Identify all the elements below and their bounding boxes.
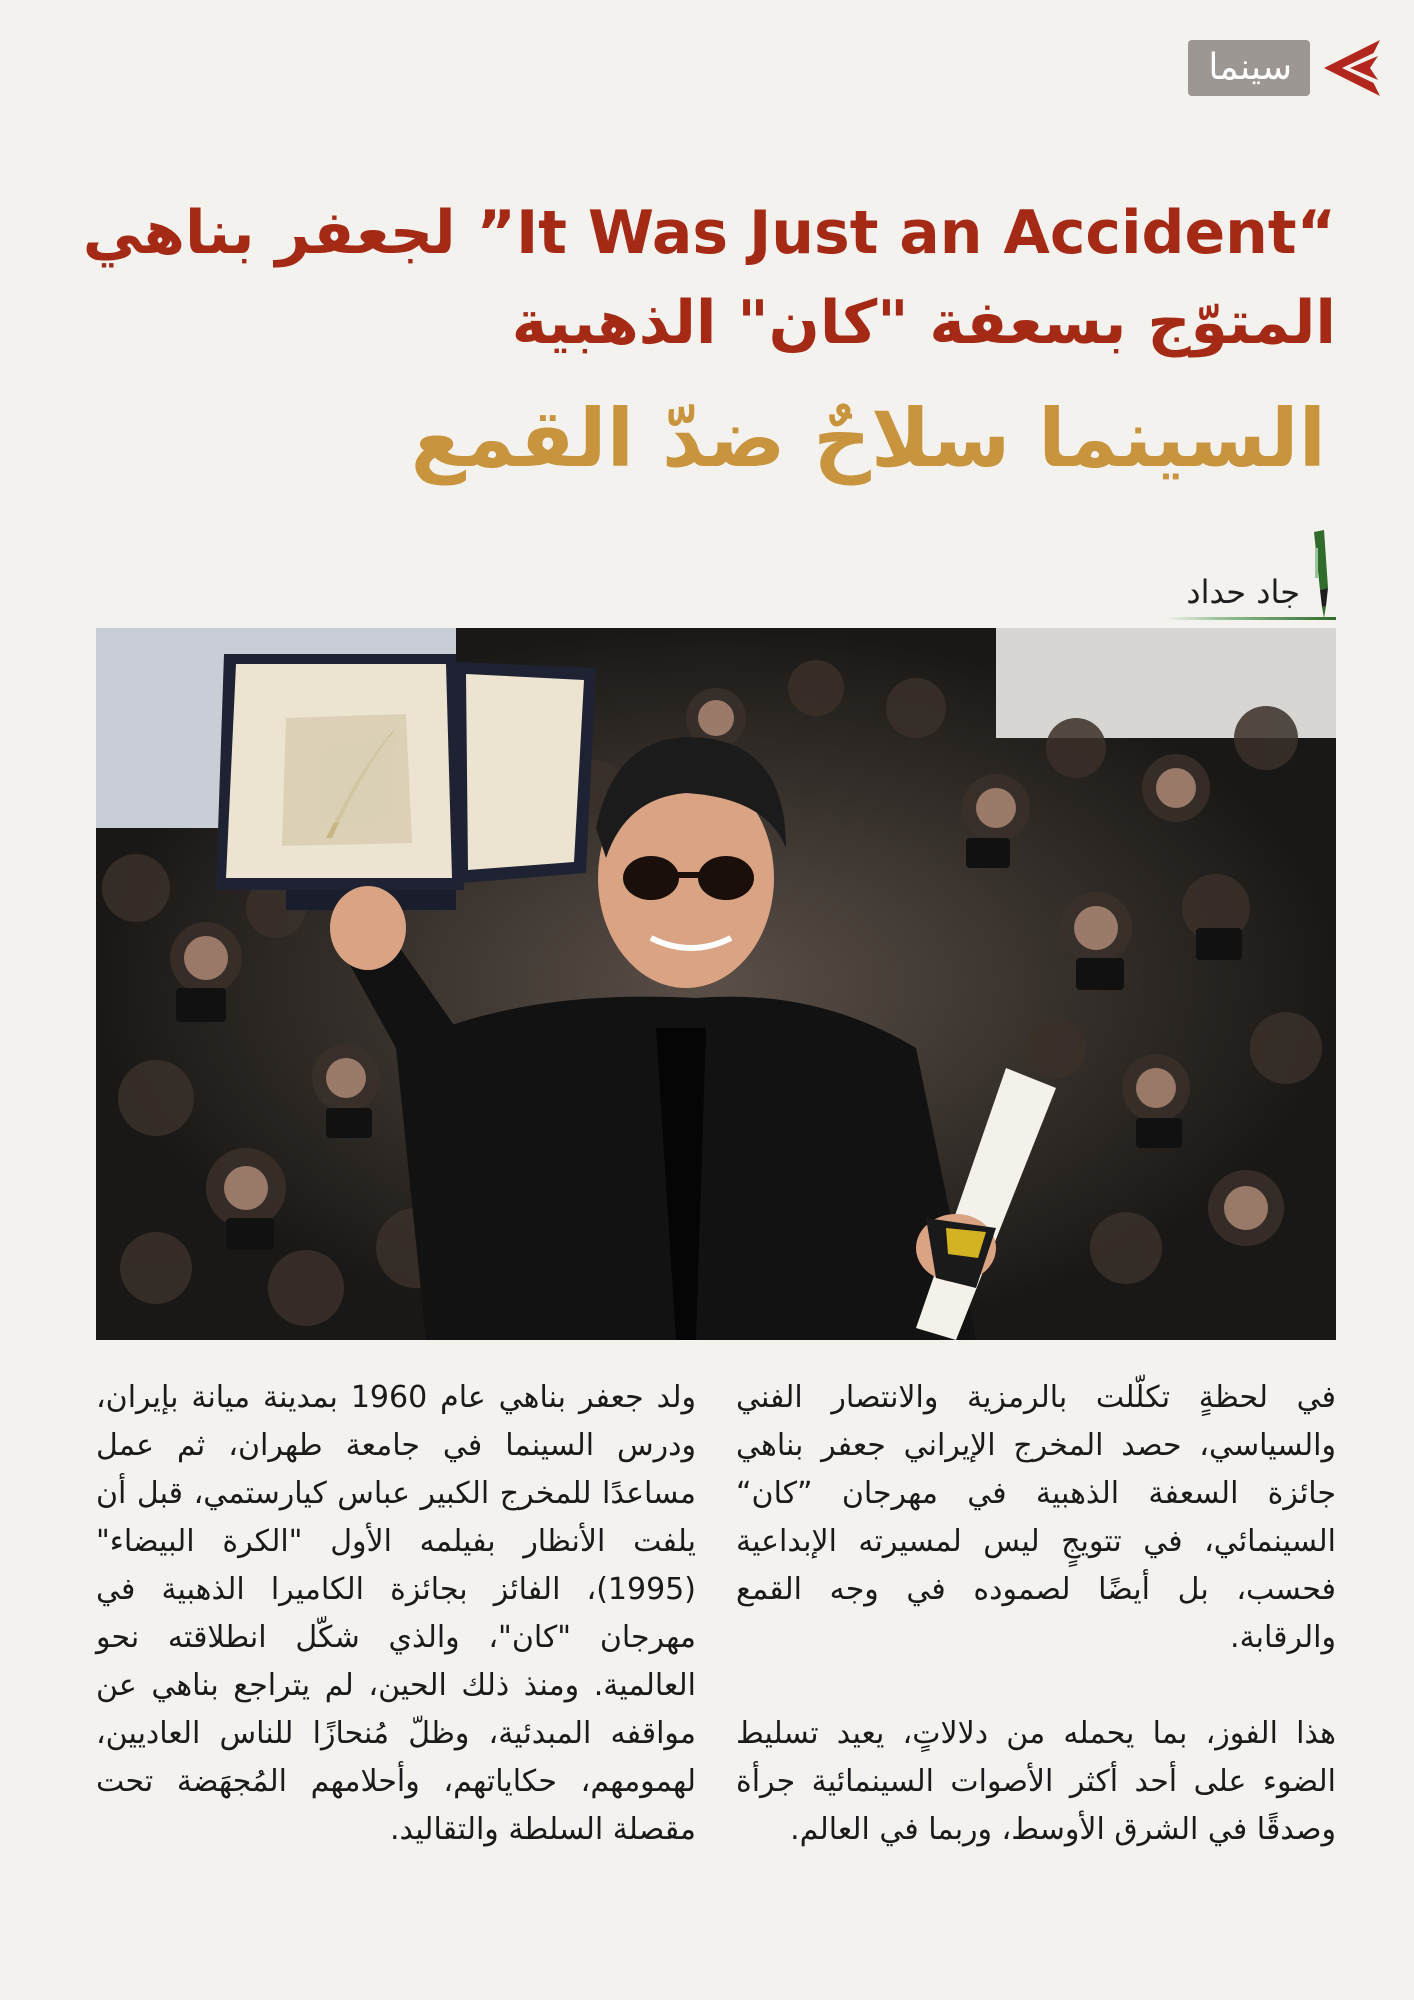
photo-illustration — [96, 628, 1336, 1340]
subheadline: السينما سلاحٌ ضدّ القمع — [410, 392, 1326, 485]
article-column-right — [736, 1374, 1336, 1902]
section-tag — [1188, 36, 1382, 100]
author-byline — [1186, 528, 1336, 620]
paragraph: في لحظةٍ تكلّلت بالرمزية والانتصار الفني والسياسي، حصد المخرج الإيراني جعفر بناهي جائزة السعفة الذهبية في مهرجان ”كان“ السينمائي، في تتويجٍ ليس لمسيرته الإبداعية فحسب، بل أيضًا لصموده في وجه القمع والرقابة. — [736, 1380, 1336, 1655]
author-underline — [1166, 617, 1336, 620]
paragraph: هذا الفوز، بما يحمله من دلالاتٍ، يعيد تسليط الضوء على أحد أكثر الأصوات السينمائية جرأة وصدقًا في الشرق الأوسط، وربما في العالم. — [736, 1716, 1336, 1847]
article-photo — [96, 628, 1336, 1340]
section-label: سينما — [1188, 40, 1310, 96]
headline — [56, 188, 1336, 368]
pen-icon — [1306, 528, 1336, 620]
paragraph: ولد جعفر بناهي عام 1960 بمدينة ميانة بإيران، ودرس السينما في جامعة طهران، ثم عمل مساعدًا للمخرج الكبير عباس كيارستمي، قبل أن يلفت الأنظار بفيلمه الأول "الكرة البيضاء" (1995)، الفائز بجائزة الكاميرا الذهبية في مهرجان "كان"، والذي شكّل انطلاقته نحو العالمية. ومنذ ذلك الحين، لم يتراجع بناهي عن مواقفه المبدئية، وظلّ مُنحازًا للناس العاديين، لهمومهم، حكاياتهم، وأحلامهم المُجهَضة تحت مقصلة السلطة والتقاليد. — [96, 1380, 696, 1847]
article-column-left — [96, 1374, 696, 1902]
author-name: جاد حداد — [1186, 573, 1300, 611]
headline-line-2: المتوّج بسعفة "كان" الذهبية — [511, 288, 1336, 358]
headline-line-1: “It Was Just an Accident” لجعفر بناهي — [82, 198, 1336, 268]
arrow-left-icon — [1320, 36, 1382, 100]
